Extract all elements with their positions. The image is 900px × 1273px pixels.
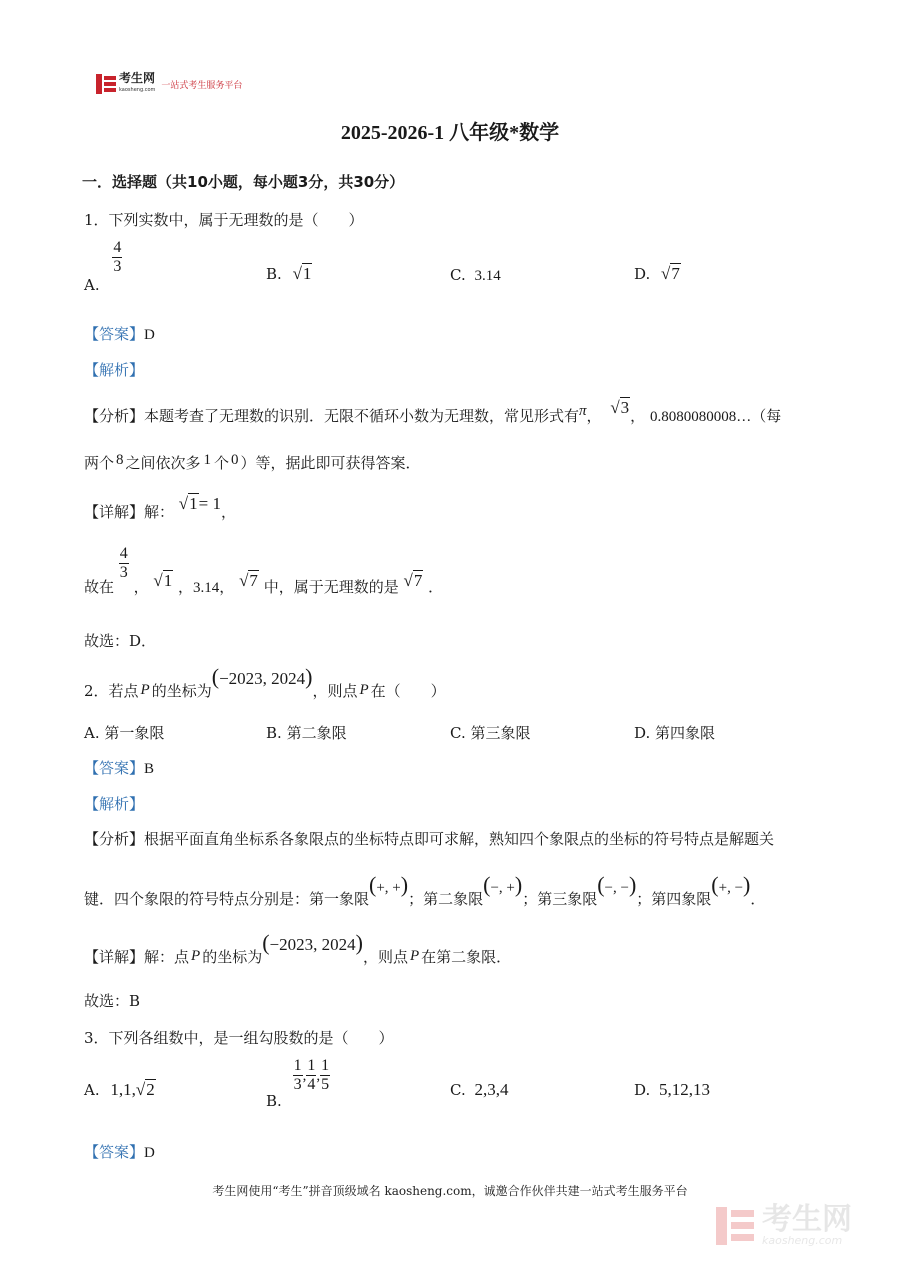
q1-conclusion: 故在 $\frac{4}{3}$ ， √1 ，3.14， √7 中，属于无理数的是 √7 ． [84, 545, 444, 596]
q1-option-d: D. √7 [634, 264, 680, 283]
q3-option-c: C. 2,3,4 [450, 1080, 509, 1099]
logo-slogan: 一站式考生服务平台 [161, 80, 243, 91]
q2-jiexi-tag: 【解析】 [84, 795, 145, 813]
q1-choice: 故选：D． [84, 632, 157, 650]
q2-analysis-line2: 键．四个象限的符号特点分别是：第一象限(+, +)；第二象限(−, +)；第三象限(−, −)；第四象限(+, −)． [84, 872, 766, 908]
page-title: 2025-2026-1 八年级*数学 [340, 122, 560, 144]
q3-stem: 3．下列各组数中，是一组勾股数的是（ ） [84, 1029, 394, 1047]
site-logo [96, 72, 242, 96]
q2-detail: 【详解】解：点 P 的坐标为(−2023, 2024)，则点 P 在第二象限． [84, 930, 512, 966]
q1-analysis-line1: 【分析】本题考查了无理数的识别．无限不循环小数为无理数，常见形式有π， √3， 0.8080080008…（每 [84, 398, 782, 425]
logo-text: 考生网 kaosheng.com [119, 71, 156, 93]
watermark-icon [716, 1207, 754, 1245]
q3-option-a: A. 1,1,√2 [84, 1080, 155, 1099]
q2-analysis-line1: 【分析】根据平面直角坐标系各象限点的坐标特点即可求解，熟知四个象限点的坐标的符号特点是解题关 [84, 830, 775, 848]
q2-option-b: B. 第二象限 [266, 724, 347, 742]
q1-stem: 1．下列实数中，属于无理数的是（ ） [84, 211, 364, 229]
q1-detail: 【详解】解： √1= 1， [84, 494, 236, 521]
q2-choice: 故选：B [84, 992, 141, 1010]
section-heading: 一．选择题（共10小题，每小题3分，共30分） [82, 173, 405, 191]
q1-analysis-line2: 两个 8 之间依次多 1 个 0 ）等，据此即可获得答案． [84, 452, 421, 472]
q1-option-a: A. $\frac{4}{3}$ [84, 239, 122, 294]
q2-option-c: C. 第三象限 [450, 724, 531, 742]
q1-jiexi-tag: 【解析】 [84, 361, 145, 379]
watermark-text: 考生网 kaosheng.com [762, 1202, 852, 1247]
q3-option-b: B. $\frac{1}{3}$ , $\frac{1}{4}$ , $\frac{1}{5}$ [266, 1057, 330, 1110]
q2-option-d: D. 第四象限 [634, 724, 716, 742]
logo-icon [96, 74, 116, 94]
q3-answer: 【答案】D [84, 1143, 155, 1161]
q3-option-d: D. 5,12,13 [634, 1080, 711, 1099]
q2-stem: 2．若点 P 的坐标为(−2023, 2024)，则点 P 在（ ） [84, 664, 446, 700]
q2-option-a: A. 第一象限 [84, 724, 165, 742]
q1-option-b: B. √1 [266, 264, 312, 283]
watermark-logo [716, 1202, 852, 1247]
q1-answer: 【答案】D [84, 325, 155, 343]
page-footer: 考生网使用“考生”拼音顶级域名 kaosheng.com，诚邀合作伙伴共建一站式考生服务平台 [212, 1184, 688, 1198]
q1-option-c: C. 3.14 [450, 266, 501, 284]
q2-answer: 【答案】B [84, 759, 155, 777]
